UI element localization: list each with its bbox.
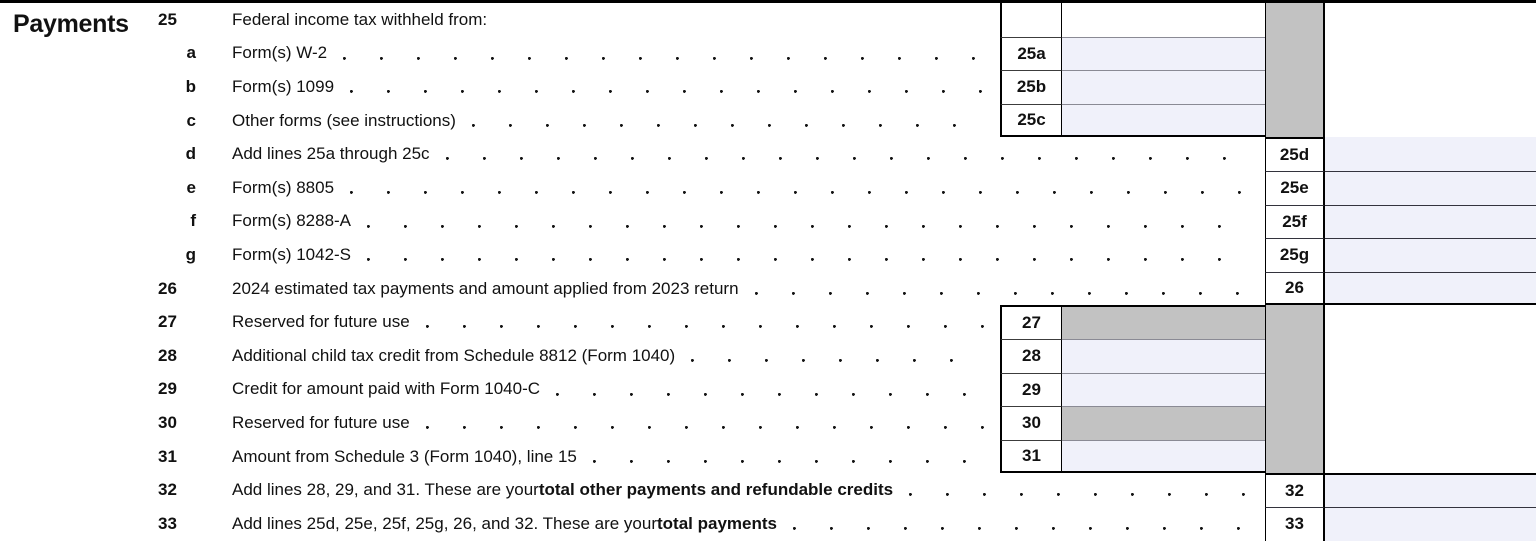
dot-leader [426,305,986,339]
line-number-28: 28 [158,345,177,365]
line-description: Add lines 28, 29, and 31. These are your [232,480,539,500]
row-29 [0,373,1536,407]
line-number-25d: d [185,144,196,164]
box-label-25a: 25a [1000,37,1062,71]
box-label-33: 33 [1265,507,1325,541]
amount-field-28[interactable] [1062,339,1265,373]
box-label-25 [1000,3,1062,37]
line-label-25b [208,70,1000,104]
line-number-25g: g [185,244,196,264]
box-label-25g: 25g [1265,238,1325,272]
line-number-25c: c [186,110,196,130]
box-label-25e: 25e [1265,171,1325,205]
line-description: Other forms (see instructions) [232,110,456,130]
row-25a [0,37,1536,71]
line-label-25f [208,205,1265,239]
line-label-25a [208,37,1000,71]
line-number-26: 26 [158,278,177,298]
box-label-25d: 25d [1265,137,1325,171]
line-number-29: 29 [158,379,177,399]
row-25c [0,104,1536,138]
dot-leader [793,507,1251,541]
row-31 [0,440,1536,474]
line-label-25c [208,104,1000,138]
dot-leader [350,70,986,104]
line-label-33 [208,507,1265,541]
box-label-31: 31 [1000,440,1062,474]
spacer-cell [1325,3,1536,37]
amount-field-25f[interactable] [1325,205,1536,239]
shaded-strip-cell [1265,70,1325,104]
dot-leader [426,406,986,440]
line-number-25f: f [190,211,196,231]
amount-field-25a[interactable] [1062,37,1265,71]
spacer-cell [1325,440,1536,474]
line-label-30 [208,406,1000,440]
dot-leader [691,339,986,373]
line-description-bold: total other payments and refundable credits [538,480,894,500]
dot-leader [446,137,1251,171]
line-number-31: 31 [158,446,177,466]
line-label-25d [208,137,1265,171]
shaded-strip-cell [1265,339,1325,373]
dot-leader [755,272,1251,306]
spacer-cell [1325,305,1536,339]
amount-field-25d[interactable] [1325,137,1536,171]
row-32 [0,473,1536,507]
line-description: Reserved for future use [232,312,410,332]
dot-leader [350,171,1251,205]
shaded-strip-cell [1265,37,1325,71]
line-description: Form(s) 8288-A [232,211,352,231]
line-description: Federal income tax withheld from: [232,9,488,29]
box-label-25f: 25f [1265,205,1325,239]
dot-leader [367,205,1251,239]
line-description: Additional child tax credit from Schedule 8812 (Form 1040) [232,345,676,365]
amount-field-33[interactable] [1325,507,1536,541]
row-25d [0,137,1536,171]
shaded-strip-cell [1265,305,1325,339]
amount-field-26[interactable] [1325,272,1536,306]
spacer-cell [1325,406,1536,440]
reserved-field-27 [1062,305,1265,339]
dot-leader [556,373,986,407]
shaded-strip-cell [1265,373,1325,407]
line-description: Add lines 25a through 25c [232,144,430,164]
line-label-29 [208,373,1000,407]
row-28 [0,339,1536,373]
line-description: Form(s) 1042-S [232,244,352,264]
line-number-25e: e [186,177,196,197]
spacer-cell [1325,373,1536,407]
box-label-30: 30 [1000,406,1062,440]
line-label-27 [208,305,1000,339]
line-label-25 [208,3,1000,37]
box-label-32: 32 [1265,473,1325,507]
line-number-30: 30 [158,412,177,432]
line-number-25b: b [185,76,196,96]
shaded-strip-cell [1265,104,1325,138]
line-description: Form(s) W-2 [232,43,328,63]
line-label-25e [208,171,1265,205]
section-title: Payments [13,10,129,38]
amount-field-32[interactable] [1325,473,1536,507]
line-number-33: 33 [158,513,177,533]
row-26 [0,272,1536,306]
amount-field-25b[interactable] [1062,70,1265,104]
amount-field-29[interactable] [1062,373,1265,407]
row-25b [0,70,1536,104]
blank-field-25 [1062,3,1265,37]
line-label-25g [208,238,1265,272]
line-description: Reserved for future use [232,412,410,432]
payments-rows [0,3,1536,541]
line-label-28 [208,339,1000,373]
row-33 [0,507,1536,541]
spacer-cell [1325,70,1536,104]
shaded-strip-cell [1265,3,1325,37]
box-label-29: 29 [1000,373,1062,407]
box-label-25c: 25c [1000,104,1062,138]
box-label-26: 26 [1265,272,1325,306]
amount-field-25e[interactable] [1325,171,1536,205]
row-30 [0,406,1536,440]
row-27 [0,305,1536,339]
box-label-28: 28 [1000,339,1062,373]
line-description: 2024 estimated tax payments and amount applied from 2023 return [232,278,739,298]
line-number-25a: a [186,43,196,63]
line-label-31 [208,440,1000,474]
spacer-cell [1325,339,1536,373]
spacer-cell [1325,37,1536,71]
line-description: Form(s) 8805 [232,177,335,197]
line-description: Add lines 25d, 25e, 25f, 25g, 26, and 32. These are your [232,513,657,533]
line-number-25: 25 [158,9,177,29]
amount-field-25c[interactable] [1062,104,1265,138]
line-description-bold: total payments [657,513,777,533]
box-label-27: 27 [1000,305,1062,339]
row-25g [0,238,1536,272]
line-description: Amount from Schedule 3 (Form 1040), line 15 [232,446,577,466]
reserved-field-30 [1062,406,1265,440]
dot-leader [593,440,986,474]
row-25f [0,205,1536,239]
shaded-strip-cell [1265,440,1325,474]
spacer-cell [1325,104,1536,138]
dot-leader [909,473,1251,507]
row-25 [0,3,1536,37]
line-label-26 [208,272,1265,306]
dot-leader [367,238,1251,272]
line-number-27: 27 [158,312,177,332]
amount-field-31[interactable] [1062,440,1265,474]
line-label-32 [208,473,1265,507]
box-label-25b: 25b [1000,70,1062,104]
line-number-32: 32 [158,480,177,500]
shaded-strip-cell [1265,406,1325,440]
row-25e [0,171,1536,205]
line-description: Form(s) 1099 [232,76,335,96]
line-description: Credit for amount paid with Form 1040-C [232,379,541,399]
amount-field-25g[interactable] [1325,238,1536,272]
dot-leader [472,104,986,138]
dot-leader [343,37,986,71]
